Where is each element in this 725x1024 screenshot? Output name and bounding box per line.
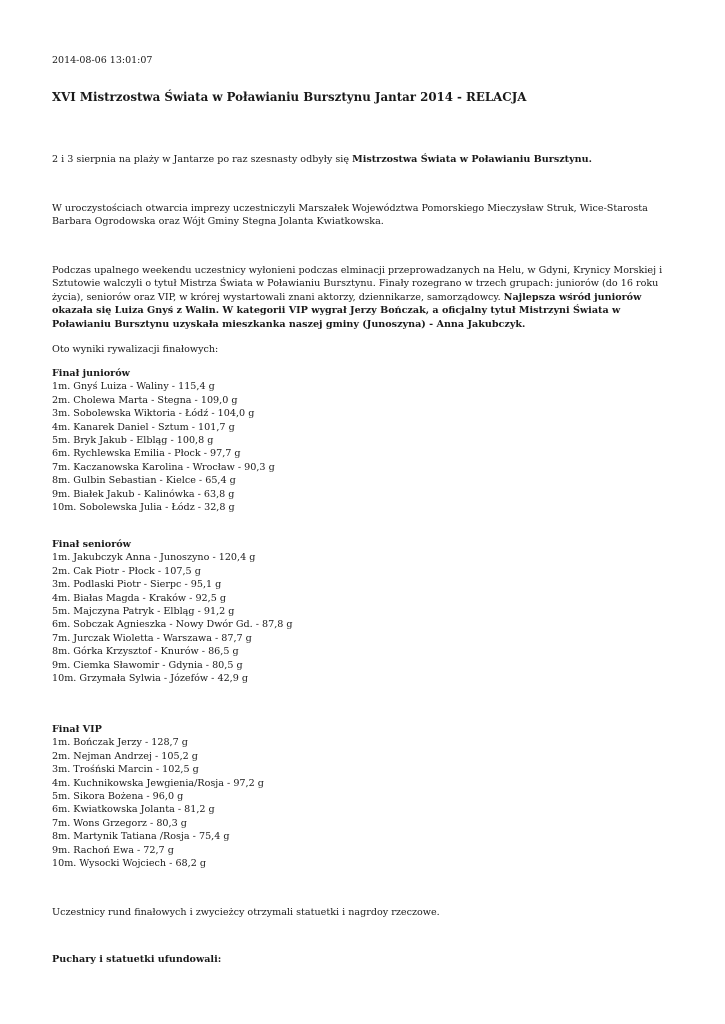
summary-text: Podczas upalnego weekendu uczestnicy wyłonieni podczas elminacji przeprowadzanych na Helu, w Gdyni, Krynicy Morskiej i Sztutowie walczyli o tytuł Mistrza Świata w Poławianiu Bursztynu. Finały rozegrano w trzech grupach: juniorów (do 16 roku życia), seniorów oraz VIP, w krórej wystartowali znani aktorzy, dziennikarze, samorządowcy.	[52, 265, 663, 303]
result-item: 7m. Jurczak Wioletta - Warszawa - 87,7 g	[52, 632, 252, 644]
juniors-results	[52, 367, 275, 514]
result-item: 5m. Majczyna Patryk - Elbląg - 91,2 g	[52, 606, 235, 618]
result-item: 4m. Kanarek Daniel - Sztum - 101,7 g	[52, 421, 235, 433]
summary-bold: Najlepsza wśród juniorów okazała się Luiza Gnyś z Walin. W kategorii VIP wygrał Jerzy Bończak, a oficjalny tytuł Mistrzyni Świata w Poławianiu Bursztynu uzyskała mieszkanka naszej gminy (Junoszyna) - Anna Jakubczyk.	[52, 291, 642, 330]
result-item: 8m. Martynik Tatiana /Rosja - 75,4 g	[52, 831, 230, 843]
prizes-paragraph: Uczestnicy rund finałowych i zwycieżcy otrzymali statuetki i nagrdoy rzeczowe.	[52, 907, 440, 918]
result-item: 6m. Sobczak Agnieszka - Nowy Dwór Gd. - 87,8 g	[52, 619, 293, 631]
result-item: 2m. Cholewa Marta - Stegna - 109,0 g	[52, 394, 238, 406]
intro-paragraph	[52, 153, 682, 166]
result-item: 10m. Sobolewska Julia - Łódz - 32,8 g	[52, 502, 235, 514]
result-item: 1m. Bończak Jerzy - 128,7 g	[52, 737, 188, 749]
result-item: 7m. Kaczanowska Karolina - Wrocław - 90,3 g	[52, 461, 275, 473]
seniors-list	[52, 551, 293, 685]
vip-list	[52, 736, 264, 870]
seniors-heading: Finał seniorów	[52, 539, 131, 550]
result-item: 3m. Sobolewska Wiktoria - Łódź - 104,0 g	[52, 408, 255, 420]
result-item: 2m. Nejman Andrzej - 105,2 g	[52, 750, 198, 762]
result-item: 5m. Sikora Bożena - 96,0 g	[52, 791, 184, 803]
vip-heading: Finał VIP	[52, 724, 102, 735]
result-item: 8m. Gulbin Sebastian - Kielce - 65,4 g	[52, 475, 236, 487]
juniors-list	[52, 380, 275, 514]
result-item: 4m. Białas Magda - Kraków - 92,5 g	[52, 592, 226, 604]
result-item: 3m. Trośński Marcin - 102,5 g	[52, 764, 199, 776]
result-item: 10m. Wysocki Wojciech - 68,2 g	[52, 858, 207, 870]
juniors-heading: Finał juniorów	[52, 368, 130, 379]
result-item: 9m. Białek Jakub - Kalinówka - 63,8 g	[52, 488, 235, 500]
result-item: 10m. Grzymała Sylwia - Józefów - 42,9 g	[52, 673, 249, 685]
intro-bold: Mistrzostwa Świata w Poławianiu Bursztynu.	[352, 154, 592, 165]
opening-paragraph: W uroczystościach otwarcia imprezy uczestniczyli Marszałek Województwa Pomorskiego Mieczysław Struk, Wice-Starosta Barbara Ogrodowska oraz Wójt Gminy Stegna Jolanta Kwiatkowska.	[52, 203, 648, 228]
result-item: 2m. Cak Piotr - Płock - 107,5 g	[52, 565, 201, 577]
result-item: 3m. Podlaski Piotr - Sierpc - 95,1 g	[52, 579, 222, 591]
seniors-results	[52, 538, 293, 685]
results-intro: Oto wyniki rywalizacji finałowych:	[52, 344, 219, 355]
result-item: 1m. Jakubczyk Anna - Junoszyno - 120,4 g	[52, 552, 256, 564]
result-item: 7m. Wons Grzegorz - 80,3 g	[52, 817, 187, 829]
article-title: XVI Mistrzostwa Świata w Poławianiu Bursztynu Jantar 2014 - RELACJA	[52, 90, 527, 104]
article-timestamp: 2014-08-06 13:01:07	[52, 55, 153, 66]
result-item: 8m. Górka Krzysztof - Knurów - 86,5 g	[52, 646, 239, 658]
result-item: 1m. Gnyś Luiza - Waliny - 115,4 g	[52, 381, 215, 393]
result-item: 5m. Bryk Jakub - Elbląg - 100,8 g	[52, 435, 214, 447]
result-item: 4m. Kuchnikowska Jewgienia/Rosja - 97,2 g	[52, 777, 264, 789]
result-item: 6m. Rychlewska Emilia - Płock - 97,7 g	[52, 448, 241, 460]
sponsors-heading: Puchary i statuetki ufundowali:	[52, 954, 222, 965]
intro-text: 2 i 3 sierpnia na plaży w Jantarze po raz szesnasty odbyły się	[52, 154, 353, 165]
result-item: 9m. Rachoń Ewa - 72,7 g	[52, 844, 174, 856]
result-item: 6m. Kwiatkowska Jolanta - 81,2 g	[52, 804, 215, 816]
result-item: 9m. Ciemka Sławomir - Gdynia - 80,5 g	[52, 659, 243, 671]
vip-results	[52, 723, 264, 870]
summary-paragraph	[52, 264, 682, 331]
